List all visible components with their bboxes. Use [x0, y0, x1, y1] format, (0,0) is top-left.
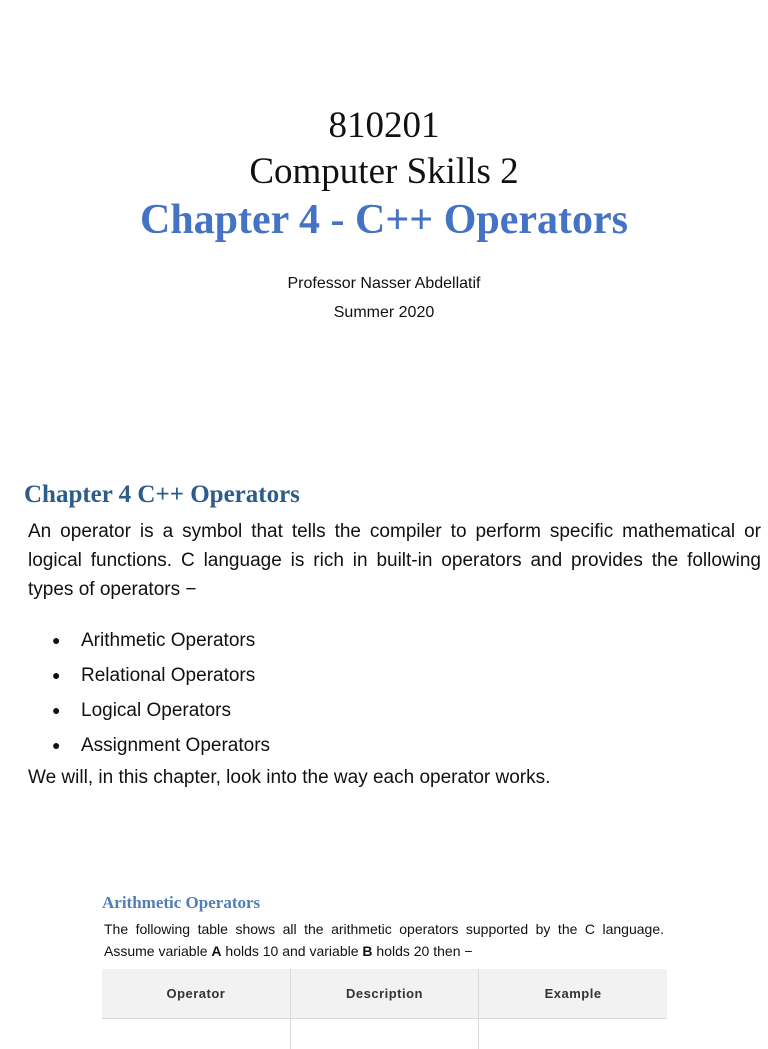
bullet-icon: ●	[52, 658, 60, 693]
chapter-title: Chapter 4 - C++ Operators	[0, 194, 768, 246]
operators-table	[102, 969, 667, 1049]
author-name: Professor Nasser Abdellatif	[0, 273, 768, 295]
bullet-icon: ●	[52, 728, 60, 763]
intro-paragraph: An operator is a symbol that tells the compiler to perform specific mathematical or logical functions. C language is rich in built-in operators and provides the following types of operators −	[28, 517, 761, 604]
course-code: 810201	[0, 104, 768, 148]
list-item	[28, 693, 270, 728]
table-intro-text: The following table shows all the arithmetic operators supported by the C language. Assume variable	[104, 921, 664, 959]
term: Summer 2020	[0, 302, 768, 324]
variable-b: B	[362, 943, 372, 959]
table-cell	[290, 1019, 478, 1049]
list-item-label: Arithmetic Operators	[81, 630, 255, 651]
column-header-operator: Operator	[102, 969, 290, 1019]
bullet-icon: ●	[52, 623, 60, 658]
operator-types-list	[28, 623, 270, 763]
column-header-description: Description	[290, 969, 478, 1019]
list-item	[28, 658, 270, 693]
table-cell	[479, 1019, 667, 1049]
bullet-icon: ●	[52, 693, 60, 728]
variable-a: A	[211, 943, 221, 959]
table-row	[102, 1019, 667, 1049]
table-cell	[102, 1019, 290, 1049]
column-header-example: Example	[479, 969, 667, 1019]
closing-paragraph: We will, in this chapter, look into the way each operator works.	[28, 763, 550, 793]
list-item-label: Logical Operators	[81, 700, 231, 721]
table-header-row	[102, 969, 667, 1019]
section-heading: Chapter 4 C++ Operators	[24, 478, 300, 512]
list-item-label: Relational Operators	[81, 665, 255, 686]
table-intro-text: holds 20 then −	[373, 943, 473, 959]
arithmetic-heading: Arithmetic Operators	[102, 891, 260, 915]
list-item-label: Assignment Operators	[81, 735, 270, 756]
table-intro-paragraph	[104, 918, 664, 962]
list-item	[28, 623, 270, 658]
list-item	[28, 728, 270, 763]
table-intro-text: holds 10 and variable	[222, 943, 363, 959]
course-name: Computer Skills 2	[0, 150, 768, 194]
